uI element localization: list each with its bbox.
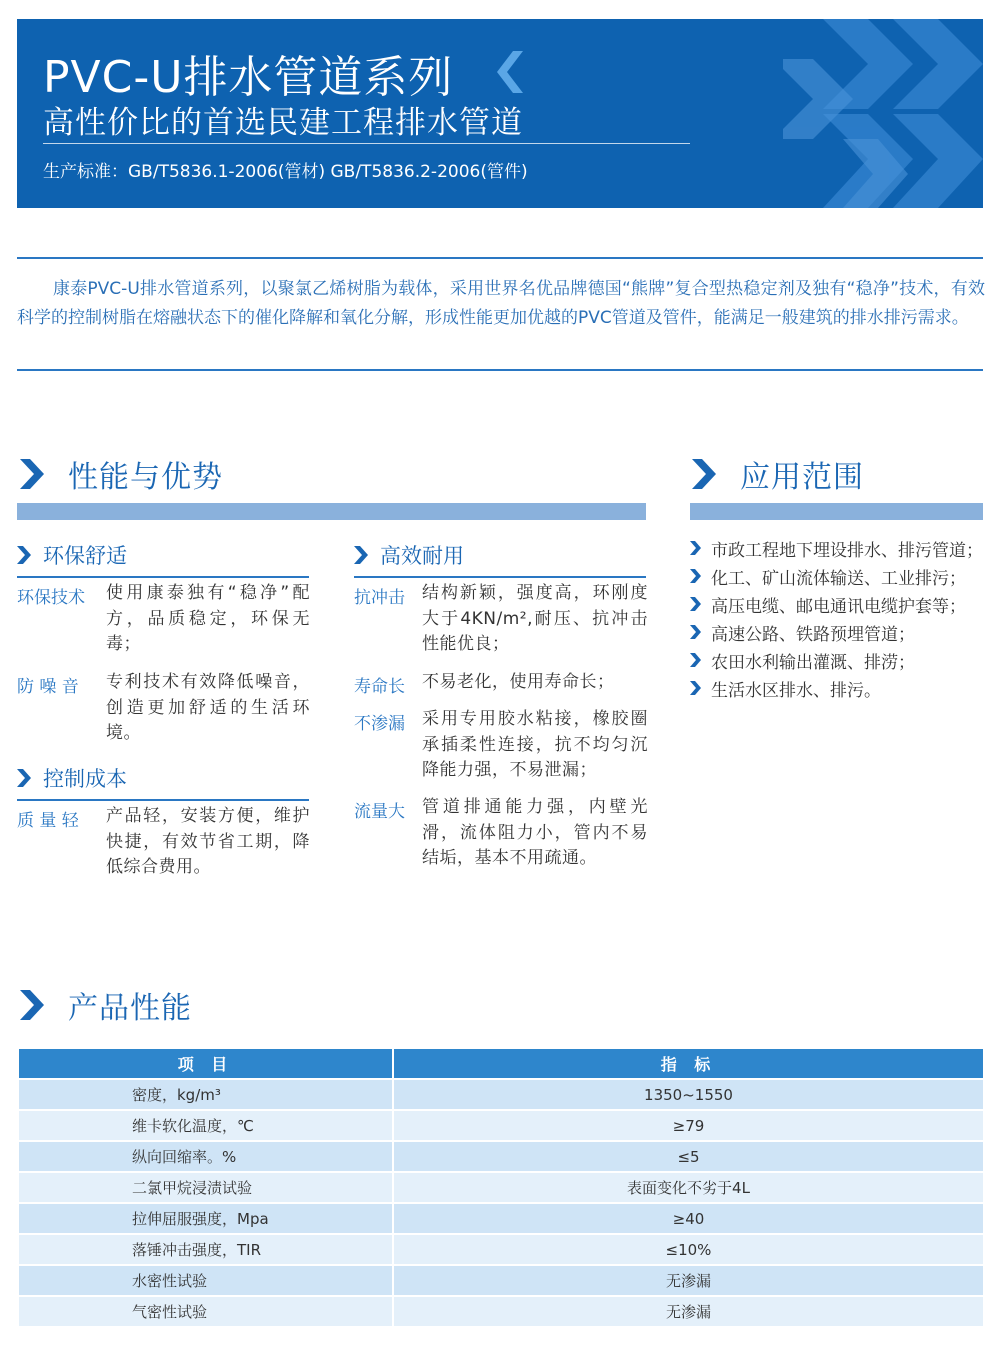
feature-description: 管道排通能力强，内壁光滑，流体阻力小，管内不易结垢，基本不用疏通。 (422, 797, 648, 868)
production-standard: 生产标准：GB/T5836.1-2006(管材) GB/T5836.2-2006(管件) (43, 162, 528, 182)
subsection-title: 高效耐用 (380, 544, 464, 568)
feature-description: 使用康泰独有“稳净”配方，品质稳定，环保无毒； (106, 583, 310, 654)
subsection-title: 环保舒适 (43, 544, 127, 568)
divider (17, 257, 983, 259)
table-row (18, 1265, 984, 1296)
feature-label: 防 噪 音 (17, 677, 79, 697)
chevron-right-icon (692, 459, 716, 489)
chevron-right-icon (690, 569, 701, 583)
section-bar (17, 503, 646, 520)
chevron-right-icon (690, 681, 701, 695)
table-cell: 落锤冲击强度，TIR (18, 1234, 393, 1265)
column-header: 指 标 (393, 1048, 984, 1079)
feature-label: 环保技术 (17, 588, 85, 608)
feature-label: 寿命长 (354, 677, 405, 697)
table-row (18, 1079, 984, 1110)
table-cell: 二氯甲烷浸渍试验 (18, 1172, 393, 1203)
divider (17, 369, 983, 371)
header-banner (17, 19, 983, 208)
feature-description: 采用专用胶水粘接，橡胶圈承插柔性连接，抗不均匀沉降能力强，不易泄漏； (422, 709, 648, 780)
chevron-right-icon (354, 546, 368, 564)
table-header-row (18, 1048, 984, 1079)
chevron-right-icon (20, 459, 44, 489)
column-header: 项 目 (18, 1048, 393, 1079)
table-cell: ≥79 (393, 1110, 984, 1141)
feature-label: 流量大 (354, 802, 405, 822)
table-row (18, 1110, 984, 1141)
chevron-right-icon (20, 990, 44, 1020)
chevron-right-icon (690, 541, 701, 555)
feature-description: 不易老化，使用寿命长； (422, 672, 615, 692)
performance-table (17, 1047, 985, 1328)
feature-label: 质 量 轻 (17, 811, 79, 831)
table-cell: 密度，kg/m³ (18, 1079, 393, 1110)
divider (43, 143, 690, 144)
table-cell: 表面变化不劣于4L (393, 1172, 984, 1203)
table-cell: 无渗漏 (393, 1296, 984, 1327)
section-heading-performance (20, 452, 223, 496)
feature-description: 结构新颖，强度高，环刚度大于4KN/m²,耐压、抗冲击性能优良； (422, 583, 648, 654)
feature-description: 产品轻，安装方便，维护快捷，有效节省工期，降低综合费用。 (106, 806, 310, 877)
subsection-heading (17, 763, 309, 801)
chevron-left-icon (495, 51, 523, 93)
section-bar (690, 503, 983, 520)
chevron-right-icon (17, 769, 31, 787)
list-item-text: 化工、矿山流体输送、工业排污； (711, 568, 966, 589)
list-item (690, 646, 990, 674)
table-cell: 纵向回缩率。% (18, 1141, 393, 1172)
feature-label: 抗冲击 (354, 588, 405, 608)
chevron-right-icon (17, 546, 31, 564)
table-cell: ≤10% (393, 1234, 984, 1265)
table-row (18, 1172, 984, 1203)
table-row (18, 1141, 984, 1172)
table-cell: 1350~1550 (393, 1079, 984, 1110)
list-item-text: 高速公路、铁路预埋管道； (711, 624, 915, 645)
list-item-text: 高压电缆、邮电通讯电缆护套等； (711, 596, 966, 617)
subsection-heading (354, 540, 646, 578)
table-cell: 水密性试验 (18, 1265, 393, 1296)
section-title: 产品性能 (68, 991, 192, 1026)
chevron-right-icon (690, 625, 701, 639)
list-item (690, 534, 990, 562)
feature-description: 专利技术有效降低噪音，创造更加舒适的生活环境。 (106, 672, 310, 743)
list-item-text: 农田水利输出灌溉、排涝； (711, 652, 915, 673)
section-heading-applications (692, 452, 864, 496)
section-heading-product (20, 983, 192, 1027)
chevron-right-icon (690, 597, 701, 611)
section-title: 应用范围 (740, 460, 864, 495)
table-row (18, 1296, 984, 1327)
section-title: 性能与优势 (68, 460, 223, 495)
list-item (690, 674, 990, 702)
subsection-heading (17, 540, 309, 578)
table-cell: ≥40 (393, 1203, 984, 1234)
table-cell: ≤5 (393, 1141, 984, 1172)
page-title: PVC-U排水管道系列 (43, 52, 454, 103)
list-item (690, 590, 990, 618)
list-item-text: 生活水区排水、排污。 (711, 680, 881, 701)
table-cell: 拉伸屈服强度，Mpa (18, 1203, 393, 1234)
table-cell: 无渗漏 (393, 1265, 984, 1296)
list-item (690, 618, 990, 646)
application-list (690, 534, 990, 702)
table-cell: 气密性试验 (18, 1296, 393, 1327)
list-item-text: 市政工程地下埋设排水、排污管道； (711, 540, 983, 561)
chevron-right-icon (690, 653, 701, 667)
feature-label: 不渗漏 (354, 714, 405, 734)
intro-paragraph: 康泰PVC-U排水管道系列，以聚氯乙烯树脂为载体，采用世界名优品牌德国“熊牌”复合型热稳定剂及独有“稳净”技术，有效科学的控制树脂在熔融状态下的催化降解和氧化分解，形成性能更加优越的PVC管道及管件，能满足一般建筑的排水排污需求。 (17, 279, 985, 328)
table-cell: 维卡软化温度，℃ (18, 1110, 393, 1141)
chevron-pattern-decoration (783, 19, 983, 208)
list-item (690, 562, 990, 590)
page-subtitle: 高性价比的首选民建工程排水管道 (43, 105, 523, 141)
table-row (18, 1203, 984, 1234)
subsection-title: 控制成本 (43, 767, 127, 791)
table-row (18, 1234, 984, 1265)
